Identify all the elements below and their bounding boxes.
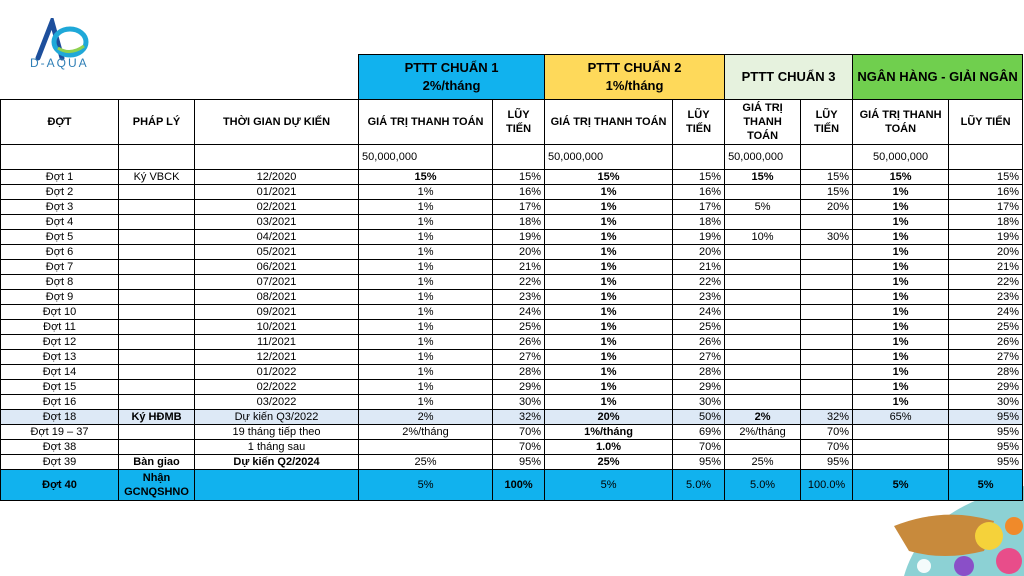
table-cell: 1 tháng sau xyxy=(195,440,359,455)
table-cell xyxy=(725,335,801,350)
table-row xyxy=(1,185,1023,200)
table-cell: 2%/tháng xyxy=(359,425,493,440)
table-cell: 1% xyxy=(545,320,673,335)
table-cell: 17% xyxy=(949,200,1023,215)
table-row xyxy=(1,395,1023,410)
table-cell xyxy=(119,425,195,440)
table-cell: 22% xyxy=(673,275,725,290)
table-cell xyxy=(725,380,801,395)
table-cell: 70% xyxy=(801,440,853,455)
table-cell: 1% xyxy=(359,395,493,410)
table-cell: 25% xyxy=(545,455,673,470)
table-cell: 30% xyxy=(801,230,853,245)
table-cell: 05/2021 xyxy=(195,245,359,260)
table-cell: 20% xyxy=(801,200,853,215)
col-header: GIÁ TRỊ THANH TOÁN xyxy=(725,100,801,145)
table-cell: Đợt 39 xyxy=(1,455,119,470)
table-cell xyxy=(801,320,853,335)
table-cell: 1% xyxy=(359,365,493,380)
table-cell: 95% xyxy=(493,455,545,470)
table-cell: 24% xyxy=(949,305,1023,320)
col-header: PHÁP LÝ xyxy=(119,100,195,145)
table-cell: 1% xyxy=(545,275,673,290)
table-cell xyxy=(195,470,359,501)
table-cell: 5% xyxy=(545,470,673,501)
table-cell xyxy=(801,305,853,320)
table-cell: 69% xyxy=(673,425,725,440)
table-cell: 95% xyxy=(949,410,1023,425)
table-row xyxy=(1,380,1023,395)
table-cell: 1% xyxy=(359,350,493,365)
table-cell: 15% xyxy=(493,170,545,185)
table-cell: 16% xyxy=(673,185,725,200)
table-cell: 2% xyxy=(359,410,493,425)
table-cell: 70% xyxy=(801,425,853,440)
table-row xyxy=(1,305,1023,320)
table-cell: 19% xyxy=(949,230,1023,245)
table-cell: 1% xyxy=(545,185,673,200)
table-cell xyxy=(853,440,949,455)
table-cell: 1% xyxy=(853,380,949,395)
table-cell: 15% xyxy=(853,170,949,185)
table-cell: Ký VBCK xyxy=(119,170,195,185)
table-cell: 01/2022 xyxy=(195,365,359,380)
table-cell xyxy=(119,215,195,230)
table-cell: 1% xyxy=(853,200,949,215)
table-cell xyxy=(725,215,801,230)
table-cell: 26% xyxy=(493,335,545,350)
table-cell: 1% xyxy=(853,245,949,260)
table-row xyxy=(1,170,1023,185)
table-cell: Đợt 15 xyxy=(1,380,119,395)
group-header-chuan1: PTTT CHUẨN 1 2%/tháng xyxy=(359,55,545,100)
table-row xyxy=(1,245,1023,260)
table-cell: 02/2021 xyxy=(195,200,359,215)
table-cell: 06/2021 xyxy=(195,260,359,275)
table-cell: 1% xyxy=(359,305,493,320)
table-cell: 25% xyxy=(493,320,545,335)
amount-cell: 50,000,000 xyxy=(725,145,801,170)
table-cell: 23% xyxy=(949,290,1023,305)
table-cell xyxy=(119,305,195,320)
table-cell: 1% xyxy=(359,275,493,290)
table-row xyxy=(1,425,1023,440)
table-cell: 70% xyxy=(673,440,725,455)
table-cell: 17% xyxy=(493,200,545,215)
amount-cell: 50,000,000 xyxy=(359,145,493,170)
table-cell: 1% xyxy=(545,305,673,320)
payment-schedule-table xyxy=(0,54,1023,501)
table-cell: 100% xyxy=(493,470,545,501)
table-cell: 27% xyxy=(673,350,725,365)
table-cell: 01/2021 xyxy=(195,185,359,200)
table-cell: 1% xyxy=(853,215,949,230)
table-cell: 17% xyxy=(673,200,725,215)
table-cell xyxy=(801,290,853,305)
table-cell: 1% xyxy=(853,350,949,365)
table-cell: 21% xyxy=(493,260,545,275)
brand-name: D-AQUA xyxy=(30,56,89,70)
table-cell: 28% xyxy=(949,365,1023,380)
table-cell: Đợt 11 xyxy=(1,320,119,335)
table-cell xyxy=(725,260,801,275)
table-cell: 09/2021 xyxy=(195,305,359,320)
table-cell: 25% xyxy=(359,455,493,470)
table-cell: 21% xyxy=(949,260,1023,275)
col-header: ĐỢT xyxy=(1,100,119,145)
table-row xyxy=(1,290,1023,305)
table-cell: 1.0% xyxy=(545,440,673,455)
table-cell: 5% xyxy=(949,470,1023,501)
table-cell: 95% xyxy=(949,425,1023,440)
table-cell xyxy=(119,245,195,260)
table-cell: 1% xyxy=(545,380,673,395)
table-cell xyxy=(119,350,195,365)
table-cell: Đợt 19 – 37 xyxy=(1,425,119,440)
table-cell: Đợt 5 xyxy=(1,230,119,245)
table-cell: 03/2022 xyxy=(195,395,359,410)
table-cell: 12/2020 xyxy=(195,170,359,185)
table-cell xyxy=(801,365,853,380)
table-cell xyxy=(359,440,493,455)
col-header: LŨY TIẾN xyxy=(949,100,1023,145)
table-row xyxy=(1,230,1023,245)
table-cell xyxy=(801,215,853,230)
table-cell: 5% xyxy=(359,470,493,501)
table-cell: 70% xyxy=(493,425,545,440)
table-cell: 25% xyxy=(673,320,725,335)
table-row xyxy=(1,215,1023,230)
table-cell: Đợt 7 xyxy=(1,260,119,275)
table-cell: 95% xyxy=(949,455,1023,470)
table-cell: 1% xyxy=(853,320,949,335)
table-cell: Đợt 18 xyxy=(1,410,119,425)
table-cell: 22% xyxy=(493,275,545,290)
table-cell: 20% xyxy=(673,245,725,260)
table-cell: Đợt 4 xyxy=(1,215,119,230)
table-cell: 30% xyxy=(673,395,725,410)
table-cell: 18% xyxy=(949,215,1023,230)
table-cell: 27% xyxy=(949,350,1023,365)
table-cell: 25% xyxy=(949,320,1023,335)
table-cell: 1% xyxy=(545,290,673,305)
column-header-row xyxy=(1,100,1023,145)
table-cell: 03/2021 xyxy=(195,215,359,230)
col-header: GIÁ TRỊ THANH TOÁN xyxy=(853,100,949,145)
table-cell: 24% xyxy=(673,305,725,320)
table-cell: 07/2021 xyxy=(195,275,359,290)
group-header-chuan3: PTTT CHUẨN 3 xyxy=(725,55,853,100)
table-cell: 30% xyxy=(949,395,1023,410)
table-cell xyxy=(725,320,801,335)
table-cell xyxy=(119,260,195,275)
table-cell: 100.0% xyxy=(801,470,853,501)
table-cell: Đợt 40 xyxy=(1,470,119,501)
table-cell: 15% xyxy=(949,170,1023,185)
table-cell xyxy=(725,395,801,410)
table-cell xyxy=(119,200,195,215)
table-cell xyxy=(801,395,853,410)
table-cell: Ký HĐMB xyxy=(119,410,195,425)
table-cell: Đợt 12 xyxy=(1,335,119,350)
table-cell: 1% xyxy=(359,320,493,335)
table-cell: 5% xyxy=(853,470,949,501)
col-header: THỜI GIAN DỰ KIẾN xyxy=(195,100,359,145)
table-cell: 15% xyxy=(801,170,853,185)
amount-cell: 50,000,000 xyxy=(853,145,949,170)
table-cell: 2% xyxy=(725,410,801,425)
col-header: GIÁ TRỊ THANH TOÁN xyxy=(359,100,493,145)
table-cell: Đợt 2 xyxy=(1,185,119,200)
table-cell: 10% xyxy=(725,230,801,245)
table-cell: 1% xyxy=(359,245,493,260)
table-cell: 08/2021 xyxy=(195,290,359,305)
table-cell: 50% xyxy=(673,410,725,425)
table-cell: Đợt 16 xyxy=(1,395,119,410)
col-header: LŨY TIẾN xyxy=(493,100,545,145)
table-cell: Đợt 38 xyxy=(1,440,119,455)
table-cell: 95% xyxy=(801,455,853,470)
table-cell xyxy=(119,335,195,350)
table-cell: 20% xyxy=(545,410,673,425)
table-cell xyxy=(119,185,195,200)
table-cell: 25% xyxy=(725,455,801,470)
table-cell: Đợt 8 xyxy=(1,275,119,290)
amount-row xyxy=(1,145,1023,170)
table-cell: 5% xyxy=(725,200,801,215)
table-cell: 15% xyxy=(673,170,725,185)
table-cell: 11/2021 xyxy=(195,335,359,350)
table-row xyxy=(1,410,1023,425)
table-cell: Nhận GCNQSHNO xyxy=(119,470,195,501)
col-header: LŨY TIẾN xyxy=(801,100,853,145)
col-header: GIÁ TRỊ THANH TOÁN xyxy=(545,100,673,145)
col-header: LŨY TIẾN xyxy=(673,100,725,145)
table-cell: Dự kiến Q2/2024 xyxy=(195,455,359,470)
table-cell: 95% xyxy=(673,455,725,470)
table-cell: 1% xyxy=(545,365,673,380)
table-cell: Đợt 6 xyxy=(1,245,119,260)
table-cell: 19% xyxy=(673,230,725,245)
table-cell xyxy=(119,290,195,305)
table-cell: 21% xyxy=(673,260,725,275)
table-cell: 18% xyxy=(493,215,545,230)
table-cell: 26% xyxy=(949,335,1023,350)
table-cell: 29% xyxy=(493,380,545,395)
table-row xyxy=(1,200,1023,215)
table-cell xyxy=(119,395,195,410)
table-cell: 04/2021 xyxy=(195,230,359,245)
table-cell: 1% xyxy=(359,290,493,305)
table-row xyxy=(1,350,1023,365)
table-cell xyxy=(853,425,949,440)
table-cell: 5.0% xyxy=(725,470,801,501)
table-cell: 1% xyxy=(359,260,493,275)
table-cell: 18% xyxy=(673,215,725,230)
table-cell xyxy=(725,440,801,455)
table-cell: 26% xyxy=(673,335,725,350)
table-cell: 15% xyxy=(801,185,853,200)
table-cell: 15% xyxy=(359,170,493,185)
table-cell: 30% xyxy=(493,395,545,410)
table-cell xyxy=(725,365,801,380)
table-cell: Đợt 1 xyxy=(1,170,119,185)
table-cell: 10/2021 xyxy=(195,320,359,335)
table-cell: Đợt 10 xyxy=(1,305,119,320)
table-cell: 1% xyxy=(545,200,673,215)
group-header-ngan-hang: NGÂN HÀNG - GIẢI NGÂN xyxy=(853,55,1023,100)
table-row xyxy=(1,275,1023,290)
table-row xyxy=(1,365,1023,380)
table-row xyxy=(1,455,1023,470)
table-cell: Đợt 9 xyxy=(1,290,119,305)
table-cell: 1% xyxy=(359,215,493,230)
table-cell: 24% xyxy=(493,305,545,320)
table-cell xyxy=(725,245,801,260)
table-cell: 1% xyxy=(853,290,949,305)
table-row xyxy=(1,440,1023,455)
table-cell: 19% xyxy=(493,230,545,245)
table-cell: 20% xyxy=(493,245,545,260)
table-cell: 32% xyxy=(801,410,853,425)
table-cell: Bàn giao xyxy=(119,455,195,470)
table-cell xyxy=(119,380,195,395)
table-cell: 19 tháng tiếp theo xyxy=(195,425,359,440)
table-cell: 16% xyxy=(949,185,1023,200)
table-cell xyxy=(801,260,853,275)
table-cell xyxy=(119,365,195,380)
table-row xyxy=(1,320,1023,335)
group-header-chuan2: PTTT CHUẨN 2 1%/tháng xyxy=(545,55,725,100)
table-cell: 32% xyxy=(493,410,545,425)
table-cell: 1% xyxy=(545,245,673,260)
table-cell: 2%/tháng xyxy=(725,425,801,440)
table-cell: 12/2021 xyxy=(195,350,359,365)
table-row xyxy=(1,335,1023,350)
table-cell: 1% xyxy=(545,230,673,245)
table-cell: 1% xyxy=(853,260,949,275)
table-cell: 22% xyxy=(949,275,1023,290)
table-cell: 1% xyxy=(359,380,493,395)
table-cell: 1% xyxy=(853,185,949,200)
table-cell xyxy=(801,335,853,350)
table-cell: Dự kiến Q3/2022 xyxy=(195,410,359,425)
table-cell: 1% xyxy=(853,335,949,350)
table-cell: 1% xyxy=(853,365,949,380)
table-cell: 28% xyxy=(493,365,545,380)
table-cell: 1% xyxy=(545,215,673,230)
table-cell xyxy=(119,230,195,245)
table-cell: 20% xyxy=(949,245,1023,260)
table-cell: 15% xyxy=(725,170,801,185)
table-cell xyxy=(119,320,195,335)
table-cell: 1% xyxy=(853,305,949,320)
table-cell: Đợt 3 xyxy=(1,200,119,215)
table-cell: 1% xyxy=(853,230,949,245)
table-cell xyxy=(725,350,801,365)
table-cell: 1% xyxy=(545,350,673,365)
table-cell: 1% xyxy=(545,260,673,275)
table-cell: 23% xyxy=(673,290,725,305)
table-cell: 1% xyxy=(545,335,673,350)
table-cell: 1% xyxy=(853,395,949,410)
table-cell: 1% xyxy=(359,200,493,215)
table-cell: 27% xyxy=(493,350,545,365)
table-cell: 28% xyxy=(673,365,725,380)
table-cell: Đợt 13 xyxy=(1,350,119,365)
table-cell: 95% xyxy=(949,440,1023,455)
table-cell: 02/2022 xyxy=(195,380,359,395)
table-cell xyxy=(801,245,853,260)
table-cell: 1%/tháng xyxy=(545,425,673,440)
table-cell xyxy=(725,275,801,290)
table-cell: 5.0% xyxy=(673,470,725,501)
table-cell: 16% xyxy=(493,185,545,200)
table-cell xyxy=(801,380,853,395)
table-cell: 15% xyxy=(545,170,673,185)
table-row xyxy=(1,260,1023,275)
table-row xyxy=(1,470,1023,501)
table-cell xyxy=(801,275,853,290)
table-cell: 70% xyxy=(493,440,545,455)
table-cell xyxy=(119,440,195,455)
table-cell: 1% xyxy=(545,395,673,410)
table-cell: 65% xyxy=(853,410,949,425)
table-cell: 1% xyxy=(853,275,949,290)
table-cell xyxy=(119,275,195,290)
table-cell: 1% xyxy=(359,185,493,200)
table-cell: 23% xyxy=(493,290,545,305)
table-cell: 29% xyxy=(949,380,1023,395)
table-cell: 1% xyxy=(359,335,493,350)
table-cell: Đợt 14 xyxy=(1,365,119,380)
table-cell: 29% xyxy=(673,380,725,395)
table-cell xyxy=(725,305,801,320)
table-cell xyxy=(725,185,801,200)
table-cell xyxy=(853,455,949,470)
table-cell xyxy=(801,350,853,365)
table-cell: 1% xyxy=(359,230,493,245)
table-cell xyxy=(725,290,801,305)
amount-cell: 50,000,000 xyxy=(545,145,673,170)
